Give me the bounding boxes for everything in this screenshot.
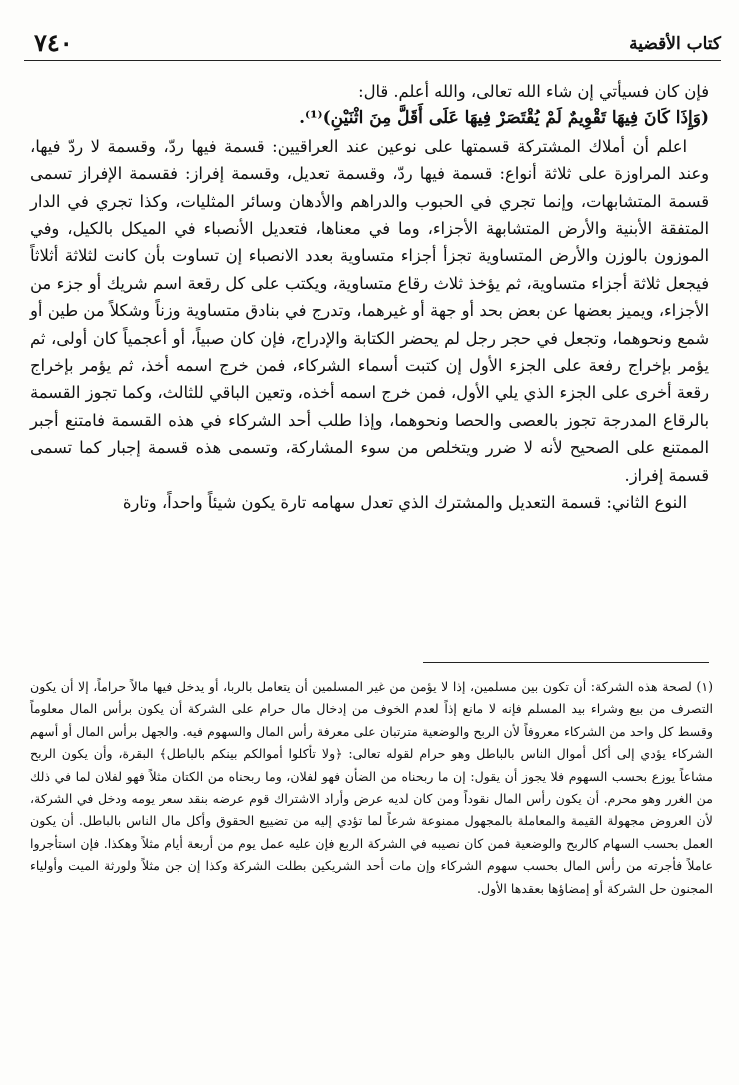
footnote-1: (١) لصحة هذه الشركة: أن تكون بين مسلمين، إذا لا يؤمن من غير المسلمين أن يتعامل بالربا، أو يدخل فيها مالاً حراماً، إلا أن يكون التصرف من بيع وشراء بيد المسلم فإنه لا مانع إذاً لعدم الخوف من إدخال مال حرام على الشركة أن يكون برأس المال معلوماً وقسط كل واحد من الشركاء معروفاً لأن الربح والوضعية مترتبان على معرفة رأس المال والسهوم فيه. والجهل برأس المال أو أسهم الشركاء يؤدي إلى أكل أموال الناس بالباطل وهو حرام لقوله تعالى: ﴿ولا تأكلوا أموالكم بينكم بالباطل﴾ البقرة، وأن يكون الربح مشاعاً يوزع بحسب السهوم فلا يجوز أن يقول: إن ما ربحناه من الضأن فهو لفلان، وما ربحناه من الكتان مثلاً فهو لفلان لما في ذلك من الغرر وهو محرم. أن يكون رأس المال نقوداً ومن كان لديه عرض وأراد الاشتراك قوم عرضه بنقد سعر يومه ودخل في الشركة، لأن العروض مجهولة القيمة والمعاملة بالمجهول ممنوعة شرعاً لما تؤدي إليه من تضييع الحقوق وأكل مال الناس بالباطل. أن يكون العمل بحسب السهام كالربح والوضعية فمن كان نصيبه في الشركة الربع فإن عليه عمل يوم من أربعة أيام مثلاً وهكذا. فإن استأجروا عاملاً فأجرته من رأس المال بحسب سهوم الشركاء وإن مات أحد الشريكين بطلت الشركة وكذا إن جن مثلاً ولورثة الميت وأولياء المجنون حل الشركة أو إمضاؤها بعقدها الأول. — [30, 679, 713, 896]
page-number: ٧٤٠ — [34, 28, 73, 57]
footnotes — [30, 676, 713, 900]
page-header — [24, 28, 721, 61]
main-text — [30, 78, 709, 517]
paragraph-1: اعلم أن أملاك المشتركة قسمتها على نوعين عند العراقيين: قسمة فيها ردّ، وقسمة لا ردّ فيها، وعند المراوزة على ثلاثة أنواع: قسمة فيها ردّ، وقسمة تعديل، وقسمة إفراز: فقسمة الإفراز تسمى قسمة المتشابهات، وإنما تجري في الحبوب والدراهم والأدهان وسائر المثليات، وكذا تجري في الدار المتفقة الأبنية والأرض المتشابهة الأجزاء، وما في معناها، فتعديل الأنصباء في الميكل بالكيل، وفي الموزون بالوزن والأرض المتساوية تجزأ أجزاء متساوية بعدد الانصباء إن تساوت بأن كانت لثلاثة أثلاثاً فيجعل ثلاثة أجزاء متساوية، ثم يؤخذ ثلاث رقاع متساوية، ويكتب على كل رقعة اسم شريك أو جزء من الأجزاء، ويميز بعضها عن بعض بحد أو جهة أو غيرهما، وتدرج في بنادق متساوية وزناً وشكلاً من طين أو شمع ونحوهما، وتجعل في حجر رجل لم يحضر الكتابة والإدراج، فإن كان صبياً، أو أعجمياً كان أولى، ثم يؤمر بإخراج رفعة على الجزء الأول إن كتبت أسماء الشركاء، فمن خرج اسمه أخذ، ثم يؤمر بإخراج رقعة أخرى على الجزء الذي يلي الأول، فمن خرج اسمه أخذه، وتعين الباقي للثالث، وكما تجوز القسمة بالرقاع المدرجة تجوز بالعصى والحصا ونحوهما، وإذا طلب أحد الشركاء في هذه القسمة فامتنع أجبر الممتنع على الصحيح لأنه لا ضرر ويتخلص من سوء المشاركة، وتسمى هذه قسمة إجبار كما تسمى قسمة إفراز. — [30, 136, 709, 485]
intro-line: فإن كان فسيأتي إن شاء الله تعالى، والله أعلم. قال: — [358, 82, 709, 101]
verse-line: (وَإِذَا كَانَ فِيهَا تَقْوِيمٌ لَمْ يُقْتَصَرْ فِيهَا عَلَى أَقَلَّ مِنَ اثْنَيْنِ)⁽¹⁾. — [299, 108, 709, 129]
paragraph-2: النوع الثاني: قسمة التعديل والمشترك الذي تعدل سهامه تارة يكون شيئاً واحداً، وتارة — [122, 493, 687, 513]
footnote-separator — [423, 662, 709, 663]
book-title: كتاب الأقضية — [629, 34, 721, 54]
